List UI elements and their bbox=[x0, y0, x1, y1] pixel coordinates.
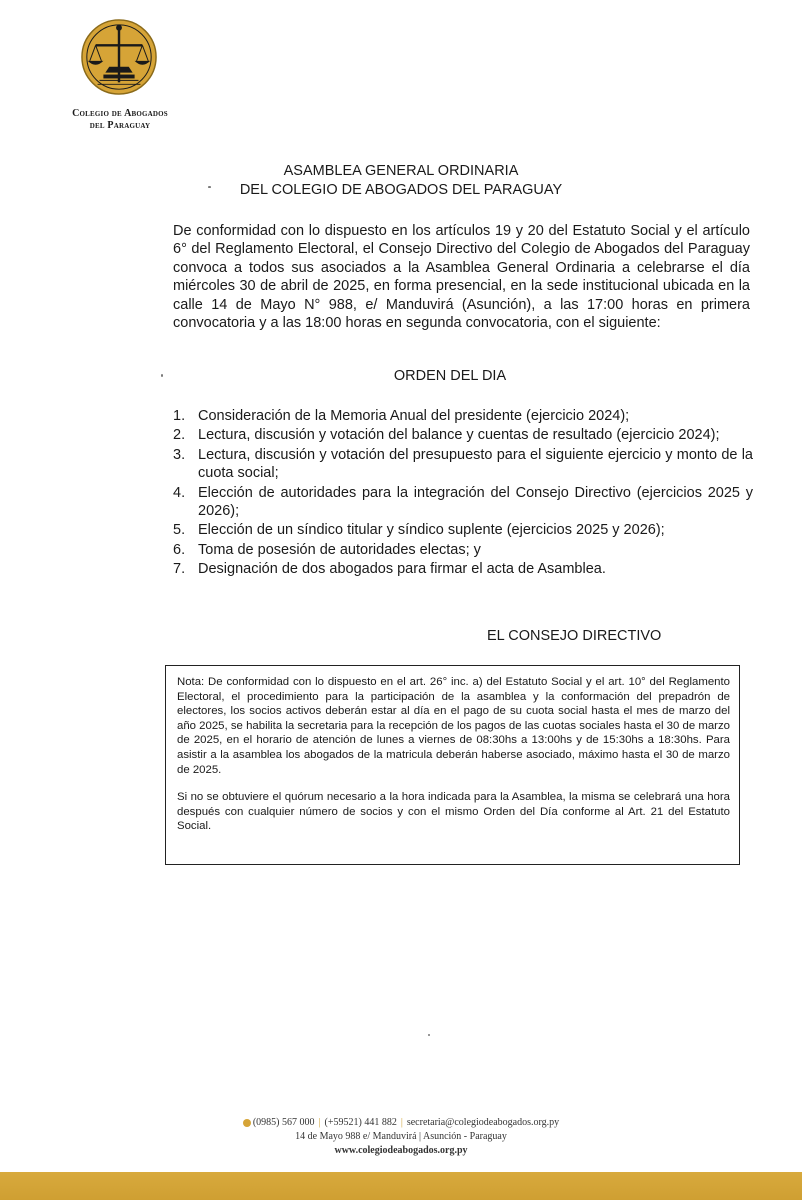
note-paragraph-1: Nota: De conformidad con lo dispuesto en el art. 26° inc. a) del Estatuto Social y el art. 10° del Reglamento Electoral, el procedimiento para la participación de la asamblea y la conformación del prepadrón de electores, los socios activos deberán estar al día en el pago de su cuota social hasta el mes de marzo del año 2025, se habilita la secretaria para la recepción de los pagos de las cuotas sociales hasta el 30 de marzo de 2025, en el horario de atención de lunes a viernes de 08:30hs a 13:00hs y de 15:30hs a 18:30hs. Para asistir a la asamblea los abogados de la matricula deberán haberse asociado, máximo hasta el 30 de marzo de 2025. bbox=[177, 676, 730, 776]
intro-paragraph: De conformidad con lo dispuesto en los artículos 19 y 20 del Estatuto Social y el artículo 6° del Reglamento Electoral, el Consejo Directivo del Colegio de Abogados del Paraguay convoca a todos sus asociados a la Asamblea General Ordinaria a celebrarse el día miércoles 30 de abril de 2025, en forma presencial, en la sede institucional ubicada en la calle 14 de Mayo N° 988, e/ Manduvirá (Asunción), a las 17:00 horas en primera convocatoria y a las 18:00 horas en segunda convocatoria, con el siguiente: bbox=[173, 223, 750, 332]
agenda-item bbox=[173, 541, 753, 559]
footer-email[interactable]: secretaria@colegiodeabogados.org.py bbox=[406, 1117, 560, 1128]
agenda-item-text: Toma de posesión de autoridades electas; y bbox=[198, 541, 481, 558]
signature-council: EL CONSEJO DIRECTIVO bbox=[487, 628, 662, 644]
note-paragraph-2: Si no se obtuviere el quórum necesario a la hora indicada para la Asamblea, la misma se celebrará una hora después con cualquier número de socios y con el mismo Orden del Día conforme al Art. 21 del Estatuto Social. bbox=[177, 791, 730, 833]
phone-icon bbox=[243, 1119, 251, 1127]
agenda-item-text: Consideración de la Memoria Anual del presidente (ejercicio 2024); bbox=[198, 408, 630, 424]
agenda-item bbox=[173, 426, 753, 444]
agenda-item bbox=[173, 446, 753, 483]
agenda-item bbox=[173, 407, 753, 425]
agenda-item-number: 1. bbox=[173, 408, 186, 424]
agenda-heading: ORDEN DEL DIA bbox=[393, 368, 507, 384]
agenda-item-number: 6. bbox=[173, 541, 186, 558]
agenda-item bbox=[173, 560, 753, 578]
footer-website[interactable]: www.colegiodeabogados.org.py bbox=[334, 1145, 468, 1156]
agenda-item bbox=[173, 484, 753, 521]
agenda-item-text: Designación de dos abogados para firmar el acta de Asamblea. bbox=[198, 561, 606, 578]
footer-contact: (0985) 567 000 | (+59521) 441 882 | secretaria@colegiodeabogados.org.py bbox=[0, 1117, 802, 1128]
org-name-line2: del Paraguay bbox=[89, 120, 151, 131]
agenda-item-number: 7. bbox=[173, 561, 186, 578]
document-title-line1: ASAMBLEA GENERAL ORDINARIA bbox=[283, 163, 519, 179]
org-name bbox=[40, 108, 200, 132]
scan-speck bbox=[161, 374, 163, 377]
agenda-list bbox=[173, 407, 753, 580]
agenda-item-text: Lectura, discusión y votación del presupuesto para el siguiente ejercicio y monto de la cuota social; bbox=[198, 446, 753, 482]
footer-phone-2: (+59521) 441 882 bbox=[324, 1117, 397, 1128]
agenda-item-number: 4. bbox=[173, 484, 186, 501]
agenda-item-number: 3. bbox=[173, 446, 186, 463]
agenda-item-text: Lectura, discusión y votación del balance y cuentas de resultado (ejercicio 2024); bbox=[198, 427, 720, 444]
org-name-line1: Colegio de Abogados bbox=[72, 108, 168, 119]
footer-address: 14 de Mayo 988 e/ Manduvirá | Asunción - Paraguay bbox=[295, 1131, 507, 1142]
document-title-line2: DEL COLEGIO DE ABOGADOS DEL PARAGUAY bbox=[239, 182, 563, 198]
scan-speck bbox=[208, 186, 211, 188]
scales-of-justice-icon bbox=[80, 18, 158, 96]
agenda-item-number: 5. bbox=[173, 522, 186, 539]
agenda-item-text: Elección de un síndico titular y síndico suplente (ejercicios 2025 y 2026); bbox=[198, 522, 665, 539]
footer-gold-bar bbox=[0, 1172, 802, 1200]
scan-speck bbox=[428, 1034, 430, 1036]
footer-phone-1: (0985) 567 000 bbox=[252, 1117, 315, 1128]
note-box bbox=[165, 665, 740, 865]
agenda-item-number: 2. bbox=[173, 427, 186, 444]
agenda-item bbox=[173, 521, 753, 539]
agenda-item-text: Elección de autoridades para la integración del Consejo Directivo (ejercicios 2025 y 2026); bbox=[198, 484, 753, 520]
